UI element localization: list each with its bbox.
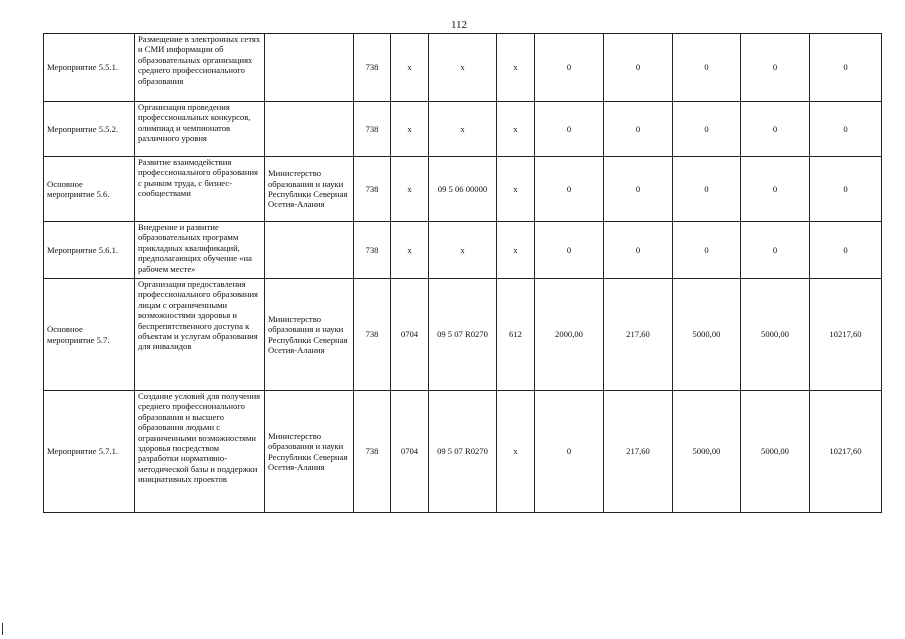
- row-value-4: 5000,00: [741, 279, 810, 391]
- row-name: Мероприятие 5.5.2.: [44, 102, 135, 157]
- row-grbs: 738: [354, 391, 391, 513]
- row-name: Мероприятие 5.5.1.: [44, 34, 135, 102]
- page-number: 112: [450, 19, 468, 31]
- row-executor: [265, 102, 354, 157]
- row-value-2: 0: [604, 102, 673, 157]
- row-csr: x: [429, 222, 497, 279]
- row-description: Размещение в электронных сетях и СМИ информации об образовательных организациях среднего профессионального образования: [135, 34, 265, 102]
- row-description: Организация проведения профессиональных конкурсов, олимпиад и чемпионатов различного уровня: [135, 102, 265, 157]
- row-value-2: 0: [604, 34, 673, 102]
- row-value-1: 0: [535, 34, 604, 102]
- row-vr: x: [497, 34, 535, 102]
- table-row: [44, 279, 882, 391]
- row-rz-pr: 0704: [391, 391, 429, 513]
- row-value-4: 0: [741, 157, 810, 222]
- row-vr: x: [497, 222, 535, 279]
- row-value-4: 0: [741, 102, 810, 157]
- row-value-3: 0: [673, 34, 741, 102]
- table-row: [44, 391, 882, 513]
- row-total: 10217,60: [810, 391, 882, 513]
- scan-edge-mark: [2, 623, 3, 635]
- table-row: [44, 222, 882, 279]
- row-value-2: 217,60: [604, 391, 673, 513]
- row-csr: 09 5 07 R0270: [429, 391, 497, 513]
- row-rz-pr: x: [391, 222, 429, 279]
- row-value-1: 0: [535, 391, 604, 513]
- row-vr: 612: [497, 279, 535, 391]
- row-executor: Министерство образования и науки Республики Северная Осетия-Алания: [265, 391, 354, 513]
- table-row: [44, 34, 882, 102]
- row-total: 10217,60: [810, 279, 882, 391]
- row-name: Основное мероприятие 5.7.: [44, 279, 135, 391]
- row-description: Организация предоставления профессионального образования лицам с ограниченными возможностями здоровья и беспрепятственного доступа к объектам и услугам образования для инвалидов: [135, 279, 265, 391]
- row-description: Создание условий для получения среднего профессионального образования и высшего образования людьми с ограниченными возможностями здоровья посредством разработки нормативно-методической базы и поддержки инициативных проектов: [135, 391, 265, 513]
- row-executor: [265, 34, 354, 102]
- row-value-3: 0: [673, 102, 741, 157]
- row-executor: [265, 222, 354, 279]
- row-value-3: 0: [673, 222, 741, 279]
- row-csr: x: [429, 102, 497, 157]
- row-rz-pr: 0704: [391, 279, 429, 391]
- row-rz-pr: x: [391, 102, 429, 157]
- row-total: 0: [810, 157, 882, 222]
- row-grbs: 738: [354, 157, 391, 222]
- row-vr: x: [497, 157, 535, 222]
- row-value-1: 2000,00: [535, 279, 604, 391]
- row-value-2: 0: [604, 222, 673, 279]
- row-value-4: 0: [741, 222, 810, 279]
- row-value-2: 217,60: [604, 279, 673, 391]
- row-value-4: 0: [741, 34, 810, 102]
- row-name: Мероприятие 5.7.1.: [44, 391, 135, 513]
- row-executor: Министерство образования и науки Республики Северная Осетия-Алания: [265, 157, 354, 222]
- row-vr: x: [497, 102, 535, 157]
- row-value-3: 0: [673, 157, 741, 222]
- row-value-4: 5000,00: [741, 391, 810, 513]
- row-grbs: 738: [354, 222, 391, 279]
- row-grbs: 738: [354, 34, 391, 102]
- table-row: [44, 157, 882, 222]
- row-name: Основное мероприятие 5.6.: [44, 157, 135, 222]
- budget-table: [43, 33, 882, 513]
- row-vr: x: [497, 391, 535, 513]
- row-total: 0: [810, 34, 882, 102]
- row-value-1: 0: [535, 222, 604, 279]
- row-description: Внедрение и развитие образовательных программ прикладных квалификаций, предполагающих обучение «на рабочем месте»: [135, 222, 265, 279]
- table-row: [44, 102, 882, 157]
- row-name: Мероприятие 5.6.1.: [44, 222, 135, 279]
- row-grbs: 738: [354, 102, 391, 157]
- row-total: 0: [810, 222, 882, 279]
- row-csr: x: [429, 34, 497, 102]
- row-value-2: 0: [604, 157, 673, 222]
- row-executor: Министерство образования и науки Республики Северная Осетия-Алания: [265, 279, 354, 391]
- row-total: 0: [810, 102, 882, 157]
- row-value-3: 5000,00: [673, 279, 741, 391]
- row-value-1: 0: [535, 102, 604, 157]
- row-value-1: 0: [535, 157, 604, 222]
- row-grbs: 738: [354, 279, 391, 391]
- row-rz-pr: x: [391, 157, 429, 222]
- row-description: Развитие взаимодействия профессионального образования с рынком труда, с бизнес-сообществами: [135, 157, 265, 222]
- row-rz-pr: x: [391, 34, 429, 102]
- row-csr: 09 5 06 00000: [429, 157, 497, 222]
- row-value-3: 5000,00: [673, 391, 741, 513]
- row-csr: 09 5 07 R0270: [429, 279, 497, 391]
